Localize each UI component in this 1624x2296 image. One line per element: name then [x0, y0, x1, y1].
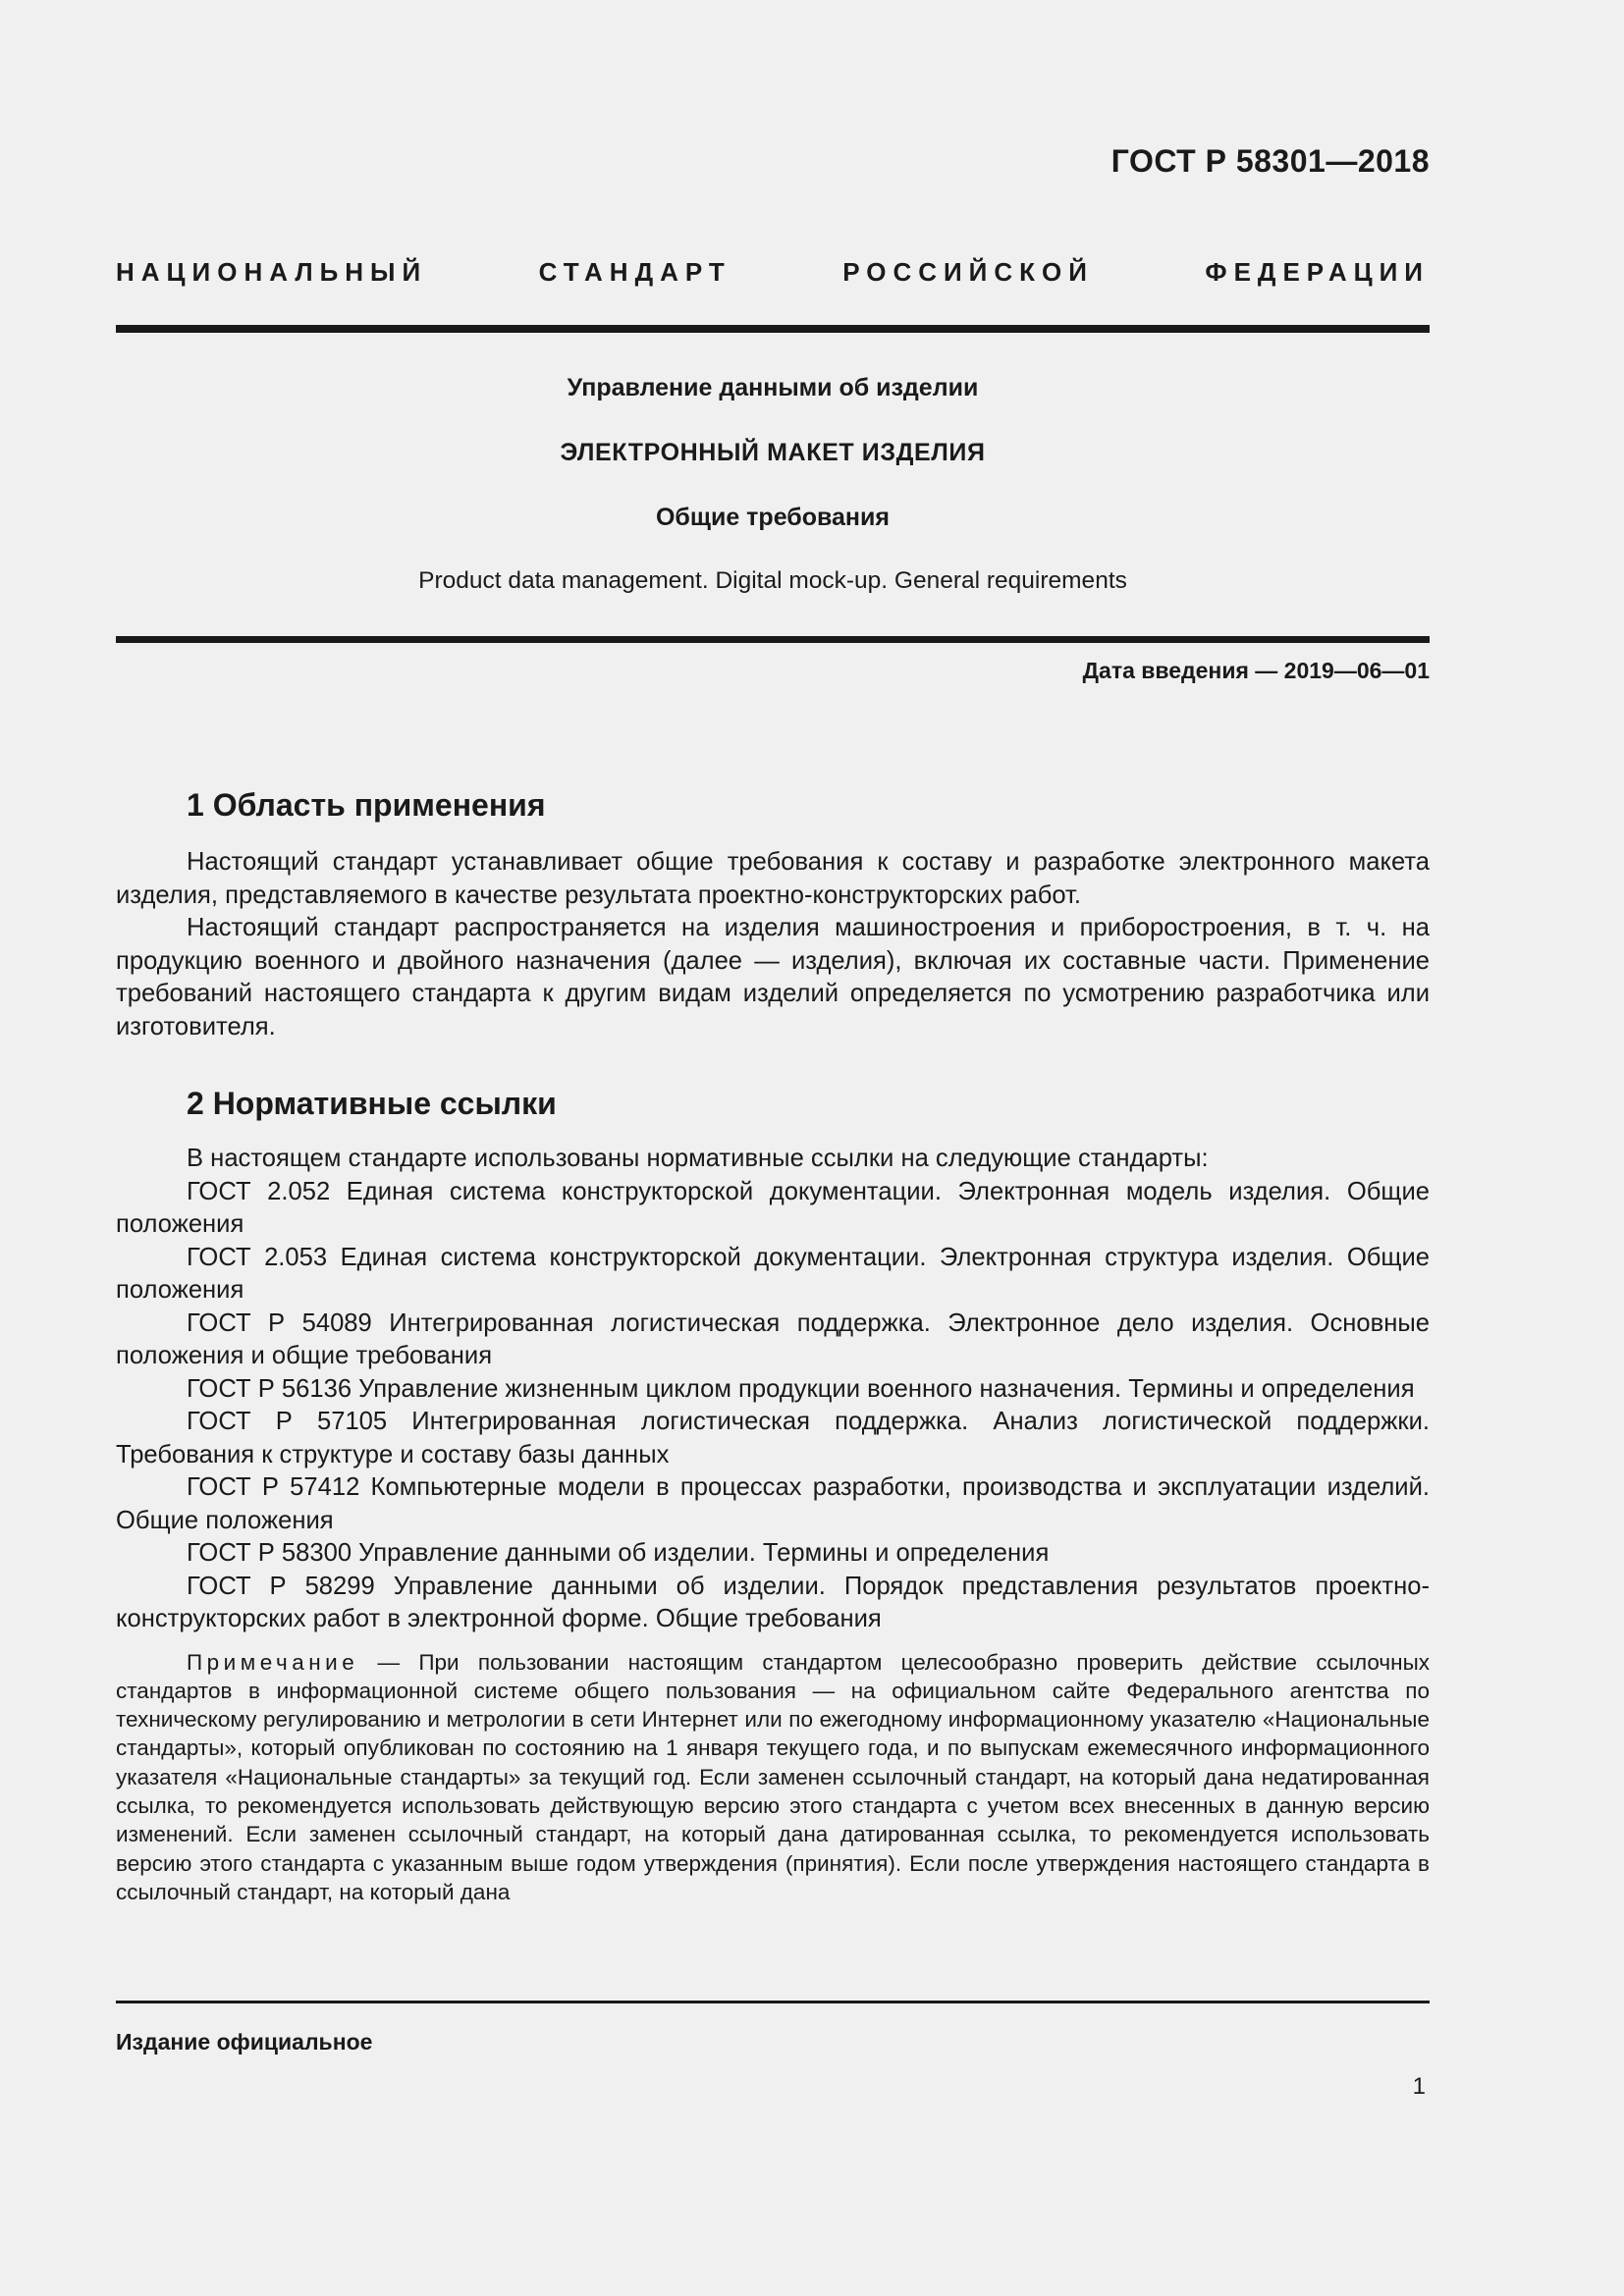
introduction-date: Дата введения — 2019—06—01 [1082, 658, 1430, 683]
reference-item: ГОСТ Р 56136 Управление жизненным циклом продукции военного назначения. Термины и определения [187, 1374, 1415, 1403]
reference-item: ГОСТ Р 58300 Управление данными об изделии. Термины и определения [187, 1539, 1050, 1567]
section-heading: 2 Нормативные ссылки [187, 1086, 557, 1121]
note [116, 1648, 1430, 1907]
page-number: 1 [1412, 2073, 1426, 2100]
standard-code: ГОСТ Р 58301—2018 [1110, 143, 1430, 179]
title-line-1: Управление данными об изделии [567, 374, 979, 401]
official-edition-label: Издание официальное [116, 2029, 373, 2055]
paragraph: В настоящем стандарте использованы нормативные ссылки на следующие стандарты: [187, 1145, 1209, 1172]
paragraph: Настоящий стандарт устанавливает общие требования к составу и разработке электронного макета изделия, представляемого в качестве результата проектно-конструкторских работ. [116, 848, 1430, 909]
title-rule [116, 636, 1430, 643]
title-line-3: Общие требования [655, 504, 890, 531]
footer-rule [116, 2001, 1430, 2003]
paragraph: Настоящий стандарт распространяется на изделия машиностроения и приборостроения, в т. ч. на продукцию военного и двойного назначения (далее — изделия), включая их составные части. Применение требований настоящего стандарта к другим видам изделий определяется по усмотрению разработчика или изготовителя. [116, 914, 1430, 1041]
national-standard-banner: НАЦИОНАЛЬНЫЙ СТАНДАРТ РОССИЙСКОЙ ФЕДЕРАЦИИ [116, 257, 1430, 287]
reference-item: ГОСТ 2.053 Единая система конструкторской документации. Электронная структура изделия. Общие положения [116, 1243, 1430, 1304]
reference-item: ГОСТ Р 57105 Интегрированная логистическая поддержка. Анализ логистической поддержки. Требования к структуре и составу базы данных [116, 1408, 1430, 1468]
english-title: Product data management. Digital mock-up. General requirements [418, 567, 1127, 594]
note-label: Примечание [187, 1649, 359, 1675]
reference-item: ГОСТ Р 58299 Управление данными об изделии. Порядок представления результатов проектно-конструкторских работ в электронной форме. Общие требования [116, 1572, 1430, 1632]
note-text: — При пользовании настоящим стандартом целесообразно проверить действие ссылочных стандартов в информационной системе общего пользования — на официальном сайте Федерального агентства по техническому регулированию и метрологии в сети Интернет или по ежегодному информационному указателю «Национальные стандарты», который опубликован по состоянию на 1 января текущего года, и по выпускам ежемесячного информационного указателя «Национальные стандарты» за текущий год. Если заменен ссылочный стандарт, на который дана недатированная ссылка, то рекомендуется использовать действующую версию этого стандарта с учетом всех внесенных в данную версию изменений. Если заменен ссылочный стандарт, на который дана датированная ссылка, то рекомендуется использовать версию этого стандарта с указанным выше годом утверждения (принятия). Если после утверждения настоящего стандарта в ссылочный стандарт, на который дана [116, 1649, 1430, 1904]
section-normative-references [116, 1084, 1430, 1906]
reference-item: ГОСТ 2.052 Единая система конструкторской документации. Электронная модель изделия. Общие положения [116, 1177, 1430, 1238]
section-scope [116, 785, 1430, 1043]
title-line-2: ЭЛЕКТРОННЫЙ МАКЕТ ИЗДЕЛИЯ [560, 439, 986, 466]
header-rule [116, 325, 1430, 333]
reference-item: ГОСТ Р 54089 Интегрированная логистическая поддержка. Электронное дело изделия. Основные положения и общие требования [116, 1308, 1430, 1369]
section-heading: 1 Область применения [187, 787, 546, 823]
reference-item: ГОСТ Р 57412 Компьютерные модели в процессах разработки, производства и эксплуатации изделий. Общие положения [116, 1473, 1430, 1534]
